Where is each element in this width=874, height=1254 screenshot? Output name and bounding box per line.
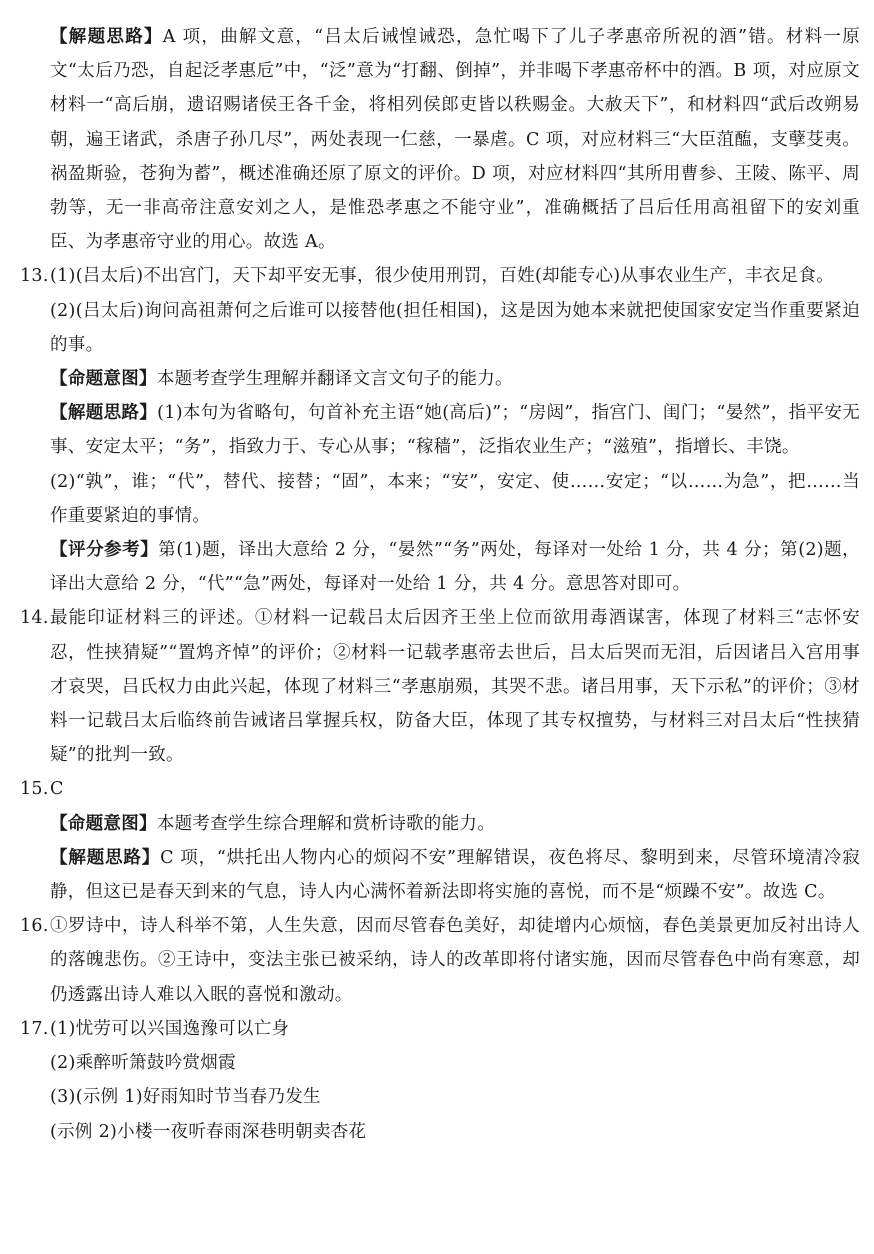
numbered-answer — [20, 1012, 860, 1046]
answer-content — [20, 20, 860, 1149]
answer-text: (1)忧劳可以兴国逸豫可以亡身 — [50, 1018, 290, 1039]
section-tag: 【解题思路】 — [50, 27, 163, 47]
numbered-answer — [20, 772, 860, 806]
paragraph-text: (3)(示例 1)好雨知时节当春乃发生 — [50, 1087, 321, 1108]
paragraph-text: (2)乘醉听箫鼓吟赏烟霞 — [50, 1053, 236, 1074]
paragraph-text: A 项，曲解文意，“吕太后诫惶诫恐，急忙喝下了儿子孝惠帝所祝的酒”错。材料一原文“太后乃恐，自起泛孝惠卮”中，“泛”意为“打翻、倒掉”，并非喝下孝惠帝杯中的酒。B 项，对应原文材料一“高后崩，遗诏赐诸侯王各千金，将相列侯郎吏皆以秩赐金。大赦天下”，和材料四“武后改朔易朝，遍王诸武，杀唐子孙几尽”，两处表现一仁慈，一暴虐。C 项，对应材料三“大臣菹醢，支孽芟夷。祸盈斯验，苍狗为蓄”，概述准确还原了原文的评价。D 项，对应材料四“其所用曹参、王陵、陈平、周勃等，无一非高帝注意安刘之人，是惟恐孝惠之不能守业”，准确概括了吕后任用高祖留下的安刘重臣、为孝惠帝守业的用心。故选 A。 — [50, 27, 860, 253]
answer-text: ①罗诗中，诗人科举不第，人生失意，因而尽管春色美好，却徒增内心烦恼，春色美景更加反衬出诗人的落魄悲伤。②王诗中，变法主张已被采纳，诗人的改革即将付诸实施，因而尽管春色中尚有寒意，却仍透露出诗人难以入眠的喜悦和激动。 — [50, 916, 860, 1005]
paragraph-text: 本题考查学生理解并翻译文言文句子的能力。 — [156, 369, 513, 390]
numbered-answer — [20, 601, 860, 772]
answer-paragraph — [20, 1046, 860, 1080]
section-tag: 【命题意图】 — [50, 813, 157, 834]
answer-paragraph — [20, 362, 860, 396]
paragraph-text: 本题考查学生综合理解和赏析诗歌的能力。 — [156, 813, 496, 834]
section-tag: 【命题意图】 — [50, 369, 157, 390]
paragraph-text: (2)(吕太后)询问高祖萧何之后谁可以接替他(担任相国)，这是因为她本来就把使国家安定当作重要紧迫的事。 — [50, 300, 860, 355]
answer-paragraph — [20, 294, 860, 362]
answer-paragraph — [20, 533, 860, 601]
question-number: 14. — [20, 608, 49, 629]
section-tag: 【解题思路】 — [50, 403, 158, 424]
section-tag: 【评分参考】 — [50, 540, 159, 561]
answer-paragraph — [20, 465, 860, 533]
answer-paragraph — [20, 1080, 860, 1114]
paragraph-text: (示例 2)小楼一夜听春雨深巷明朝卖杏花 — [50, 1121, 367, 1142]
section-tag: 【解题思路】 — [50, 847, 161, 868]
paragraph-text: C 项，“烘托出人物内心的烦闷不安”理解错误，夜色将尽、黎明到来，尽管环境清冷寂静，但这已是春天到来的气息，诗人内心满怀着新法即将实施的喜悦，而不是“烦躁不安”。故选 C。 — [50, 847, 860, 903]
answer-paragraph — [20, 841, 860, 909]
numbered-answer — [20, 909, 860, 1012]
answer-paragraph — [20, 20, 860, 259]
paragraph-text: (1)本句为省略句，句首补充主语“她(高后)”；“房闼”，指宫门、闺门；“晏然”，指平安无事、安定太平；“务”，指致力于、专心从事；“稼穑”，泛指农业生产；“滋殖”，指增长、丰饶。 — [50, 403, 860, 458]
answer-page — [20, 20, 860, 1149]
question-number: 16. — [20, 916, 49, 937]
paragraph-text: (2)“孰”，谁；“代”，替代、接替；“固”，本来；“安”，安定、使……安定；“以……为急”，把……当作重要紧迫的事情。 — [50, 471, 860, 526]
numbered-answer — [20, 259, 860, 293]
paragraph-text: 第(1)题，译出大意给 2 分，“晏然”“务”两处，每译对一处给 1 分，共 4 分；第(2)题，译出大意给 2 分，“代”“急”两处，每译对一处给 1 分，共 4 分。意思答对即可。 — [50, 540, 860, 595]
answer-paragraph — [20, 807, 860, 841]
answer-text: C — [50, 779, 64, 800]
question-number: 15. — [20, 779, 49, 800]
answer-text: 最能印证材料三的评述。①材料一记载吕太后因齐王坐上位而欲用毒酒谋害，体现了材料三“志怀安忍，性挟猜疑”“置鸩齐悼”的评价；②材料一记载孝惠帝去世后，吕太后哭而无泪，后因诸吕入宫用事才哀哭，吕氏权力由此兴起，体现了材料三“孝惠崩殒，其哭不悲。诸吕用事，天下示私”的评价；③材料一记载吕太后临终前告诫诸吕掌握兵权，防备大臣，体现了其专权擅势，与材料三对吕太后“性挟猜疑”的批判一致。 — [50, 608, 860, 766]
answer-paragraph — [20, 1115, 860, 1149]
question-number: 17. — [20, 1018, 49, 1039]
question-number: 13. — [20, 266, 49, 287]
answer-paragraph — [20, 396, 860, 464]
answer-text: (1)(吕太后)不出宫门，天下却平安无事，很少使用刑罚，百姓(却能专心)从事农业生产，丰衣足食。 — [50, 266, 834, 287]
